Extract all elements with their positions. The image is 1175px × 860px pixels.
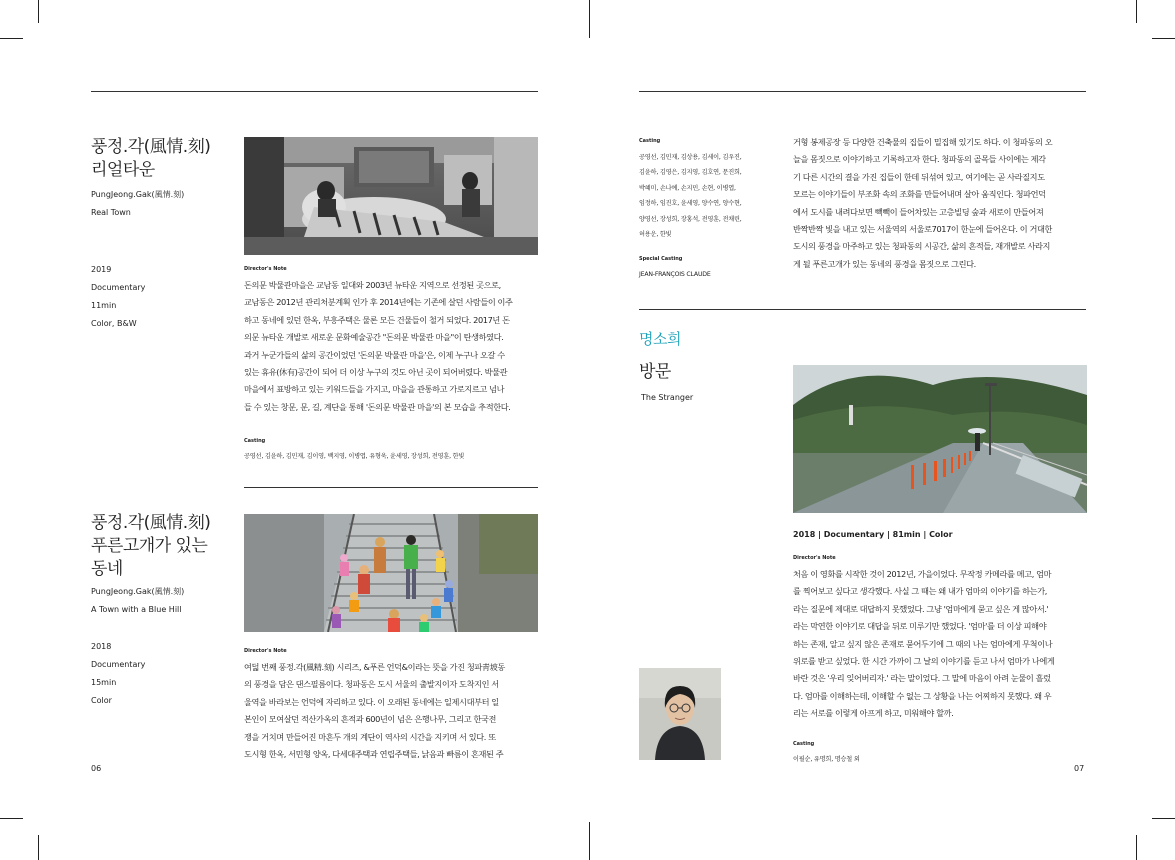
- casting-line: 공영선, 김민재, 김상용, 김세이, 김우진,: [639, 154, 742, 161]
- film1-note-line: 마을에서 표방하고 있는 키워드들을 가지고, 마을을 관통하고 가로지르고 넘나: [244, 384, 505, 395]
- director-portrait-graphic: [639, 668, 721, 760]
- casting-line: 양영선, 장성희, 장홍석, 전영훈, 전채린,: [639, 215, 742, 223]
- film3-still-graphic: [793, 365, 1087, 513]
- film1-subtitle: [91, 186, 241, 222]
- crop-mark: [0, 818, 23, 819]
- film3-still-image: [793, 365, 1087, 513]
- film2-title-line3: 동네: [91, 559, 123, 579]
- film3-note-line: 다. 엄마를 이해하는데, 이해할 수 없는 그 상황을 나는 어찌하지 못했다. 왜 우: [793, 690, 1052, 701]
- film1-title-line2: 리얼타운: [91, 160, 155, 180]
- film2-note-line: 도시형 한옥, 서민형 양옥, 다세대주택과 연립주택들, 낡음과 빠름이 혼재된 주: [244, 749, 504, 760]
- film2-note-text: [244, 659, 540, 763]
- crop-mark: [1136, 0, 1137, 23]
- film1-title: [91, 136, 241, 182]
- continued-line: 반짝반짝 빛을 내고 있는 서울역의 서울로7017이 한눈에 들어온다. 이 거대한: [793, 224, 1053, 235]
- film1-casting: 공영선, 김윤하, 김민재, 김이영, 백지영, 이병엽, 유형욱, 윤세영, 장성희, 전영훈, 한빛: [244, 453, 465, 460]
- continued-line: 늘을 몸짓으로 이야기하고 기록하고자 한다. 청파동의 골목들 사이에는 제각: [793, 154, 1046, 165]
- section-rule: [244, 487, 538, 488]
- crop-mark: [1152, 38, 1175, 39]
- director-portrait: [639, 668, 721, 760]
- film2-title: [91, 512, 241, 581]
- film1-title-line1: 풍정.각(風情.刻): [91, 137, 211, 157]
- film2-title-line1: 풍정.각(風情.刻): [91, 513, 211, 533]
- casting-line: 박혜미, 손나예, 손지민, 손현, 이병엽,: [639, 184, 736, 192]
- casting-list: [639, 150, 789, 242]
- casting-line: 임정하, 임진호, 윤세영, 양수연, 양수현,: [639, 200, 742, 208]
- top-rule: [91, 91, 538, 92]
- film3-note-line: 라는 질문에 제대로 대답하지 못했었다. 그냥 '엄마에게 묻고 싶은 게 많아서.': [793, 603, 1049, 614]
- continued-line: 기 다른 시간의 결을 가진 집들이 한데 뒤섞여 있고, 여기에는 곧 사라질지도: [793, 171, 1045, 182]
- film1-still-image: [244, 137, 538, 255]
- casting-line: 허용운, 한빛: [639, 231, 672, 239]
- crop-mark: [589, 0, 590, 38]
- film1-runtime: 11min: [91, 301, 117, 310]
- casting-label: Casting: [639, 138, 661, 144]
- film3-note-line: 라는 막연한 이야기로 대답을 뒤로 미루기만 했었다. '엄마'를 더 이상 피해야: [793, 621, 1047, 632]
- film3-note-line: 하는 존재, 알고 싶지 않은 존재로 묻어두기에 그 때의 나는 엄마에게 무척이나: [793, 638, 1053, 649]
- crop-mark: [0, 38, 23, 39]
- film1-year: 2019: [91, 265, 112, 274]
- special-casting: JEAN-FRANÇOIS CLAUDE: [639, 271, 711, 278]
- film1-note-text: [244, 277, 540, 416]
- film2-still-image: [244, 514, 538, 632]
- film3-subtitle: The Stranger: [641, 393, 694, 402]
- film1-note-line: 들 수 있는 창문, 문, 길, 계단을 통해 '돈의문 박물관 마을'의 본 모습을 추적한다.: [244, 401, 511, 412]
- film3-note-line: 바란 것은 '우리 잊어버리자.' 라는 말이었다. 그 말에 마음이 아려 눈물이 흘렀: [793, 673, 1051, 684]
- casting-line: 김윤하, 김영은, 김지영, 김호연, 문진희,: [639, 169, 742, 177]
- film2-note-label: Director's Note: [244, 648, 287, 654]
- continued-line: 모르는 이야기들이 부조화 속의 조화를 만들어내며 살아 움직인다. 청파언덕: [793, 189, 1046, 200]
- film1-note-line: 있는 휴유(休有)공간이 되어 더 이상 누구의 것도 아닌 곳이 되어버렸다. 박물관: [244, 367, 508, 378]
- crop-mark: [1152, 818, 1175, 819]
- film1-still-graphic: [244, 137, 538, 255]
- film1-meta: [91, 261, 241, 333]
- film3-note-text: [793, 566, 1089, 723]
- film1-note-line: 의문 뉴타운 개발로 새로운 문화예술공간 "돈의문 박물관 마을"이 탄생하였다.: [244, 332, 504, 343]
- film2-subtitle: [91, 583, 241, 619]
- film2-meta: [91, 638, 241, 710]
- film2-title-line2: 푸른고개가 있는: [91, 536, 208, 556]
- film1-subtitle-line2: Real Town: [91, 208, 131, 217]
- film2-still-graphic: [244, 514, 538, 632]
- continued-line: 거형 봉제공장 등 다양한 건축물의 집들이 밀집해 있기도 하다. 이 청파동의 오: [793, 137, 1053, 147]
- crop-mark: [38, 0, 39, 23]
- film3-note-label: Director's Note: [793, 555, 836, 561]
- film2-note-line: 쟁을 거치며 만들어진 마흔두 개의 계단이 역사의 시간을 지키며 서 있다. 또: [244, 731, 496, 742]
- film3-note-line: 리는 서로를 이렇게 아프게 하고, 미워해야 할까.: [793, 708, 954, 719]
- director-name: 명소희: [639, 330, 681, 348]
- film1-subtitle-line1: PungJeong.Gak(風情.刻): [91, 190, 185, 199]
- film2-genre: Documentary: [91, 660, 146, 669]
- film1-note-line: 돈의문 박물관마을은 교남동 일대와 2003년 뉴타운 지역으로 선정된 곳으로,: [244, 280, 501, 290]
- film1-note-line: 과거 누군가들의 삶의 공간이었던 '돈의문 박물관 마을'은, 이제 누구나 오갈 수: [244, 349, 505, 360]
- continued-text: [793, 134, 1089, 273]
- page-number-right: 07: [1074, 764, 1085, 773]
- film2-note-line: 의 풍경을 담은 댄스필름이다. 청파동은 도시 서울의 출발지이자 도착지인 서: [244, 679, 499, 690]
- continued-line: 에서 도시를 내려다보면 빽빽이 들어차있는 고층빌딩 숲과 새로이 만들어져: [793, 206, 1044, 217]
- section-rule-right: [639, 309, 1086, 310]
- film2-subtitle-line2: A Town with a Blue Hill: [91, 605, 182, 614]
- film1-note-line: 교남동은 2012년 관리처분계획 인가 후 2014년에는 기존에 살던 사람들이 이주: [244, 297, 513, 308]
- film3-meta: 2018 | Documentary | 81min | Color: [793, 530, 953, 539]
- crop-mark: [589, 822, 590, 860]
- film3-title: 방문: [639, 362, 671, 382]
- film1-casting-label: Casting: [244, 438, 266, 444]
- film1-genre: Documentary: [91, 283, 146, 292]
- top-rule-right: [639, 91, 1086, 92]
- film2-note-line: 울역을 바라보는 언덕에 자리하고 있다. 이 오래된 동네에는 일제시대부터 일: [244, 696, 499, 707]
- film2-runtime: 15min: [91, 678, 117, 687]
- crop-mark: [1136, 835, 1137, 860]
- film1-note-line: 하고 동네에 있던 한옥, 부흥주택은 물론 모든 건물들이 철거 되었다. 2017년 돈: [244, 314, 510, 325]
- page-number-left: 06: [91, 764, 102, 773]
- film2-note-line: 본인이 모여살던 적산가옥의 흔적과 600년이 넘은 은행나무, 그리고 한국전: [244, 714, 497, 725]
- casting2-label: Casting: [793, 741, 815, 747]
- film3-note-line: 처음 이 영화를 시작한 것이 2012년, 가을이었다. 무작정 카메라를 메고, 엄마: [793, 569, 1052, 579]
- film1-note-label: Director's Note: [244, 266, 287, 272]
- film2-color: Color: [91, 696, 112, 705]
- film2-subtitle-line1: PungJeong.Gak(風情.刻): [91, 587, 185, 596]
- special-casting-label: Special Casting: [639, 256, 683, 262]
- continued-line: 도시의 풍경을 마주하고 있는 청파동의 시공간, 삶의 흔적들, 재개발로 사라지: [793, 241, 1051, 252]
- film1-color: Color, B&W: [91, 319, 137, 328]
- film3-note-line: 위로를 받고 싶었다. 한 시간 가까이 그 날의 이야기를 듣고 나서 엄마가 나에게: [793, 656, 1055, 667]
- film2-year: 2018: [91, 642, 112, 651]
- film2-note-line: 여덟 번째 풍정.각(風精.刻) 시리즈, &푸른 언덕&이라는 뜻을 가진 청파靑坡동: [244, 662, 505, 672]
- continued-line: 게 될 푸른고개가 있는 동네의 풍경을 몸짓으로 그린다.: [793, 258, 976, 269]
- crop-mark: [38, 835, 39, 860]
- film3-note-line: 를 찍어보고 싶다고 생각했다. 사실 그 때는 왜 내가 엄마의 이야기를 하는가,: [793, 586, 1047, 597]
- casting2: 이필순, 유명희, 명승철 외: [793, 756, 860, 763]
